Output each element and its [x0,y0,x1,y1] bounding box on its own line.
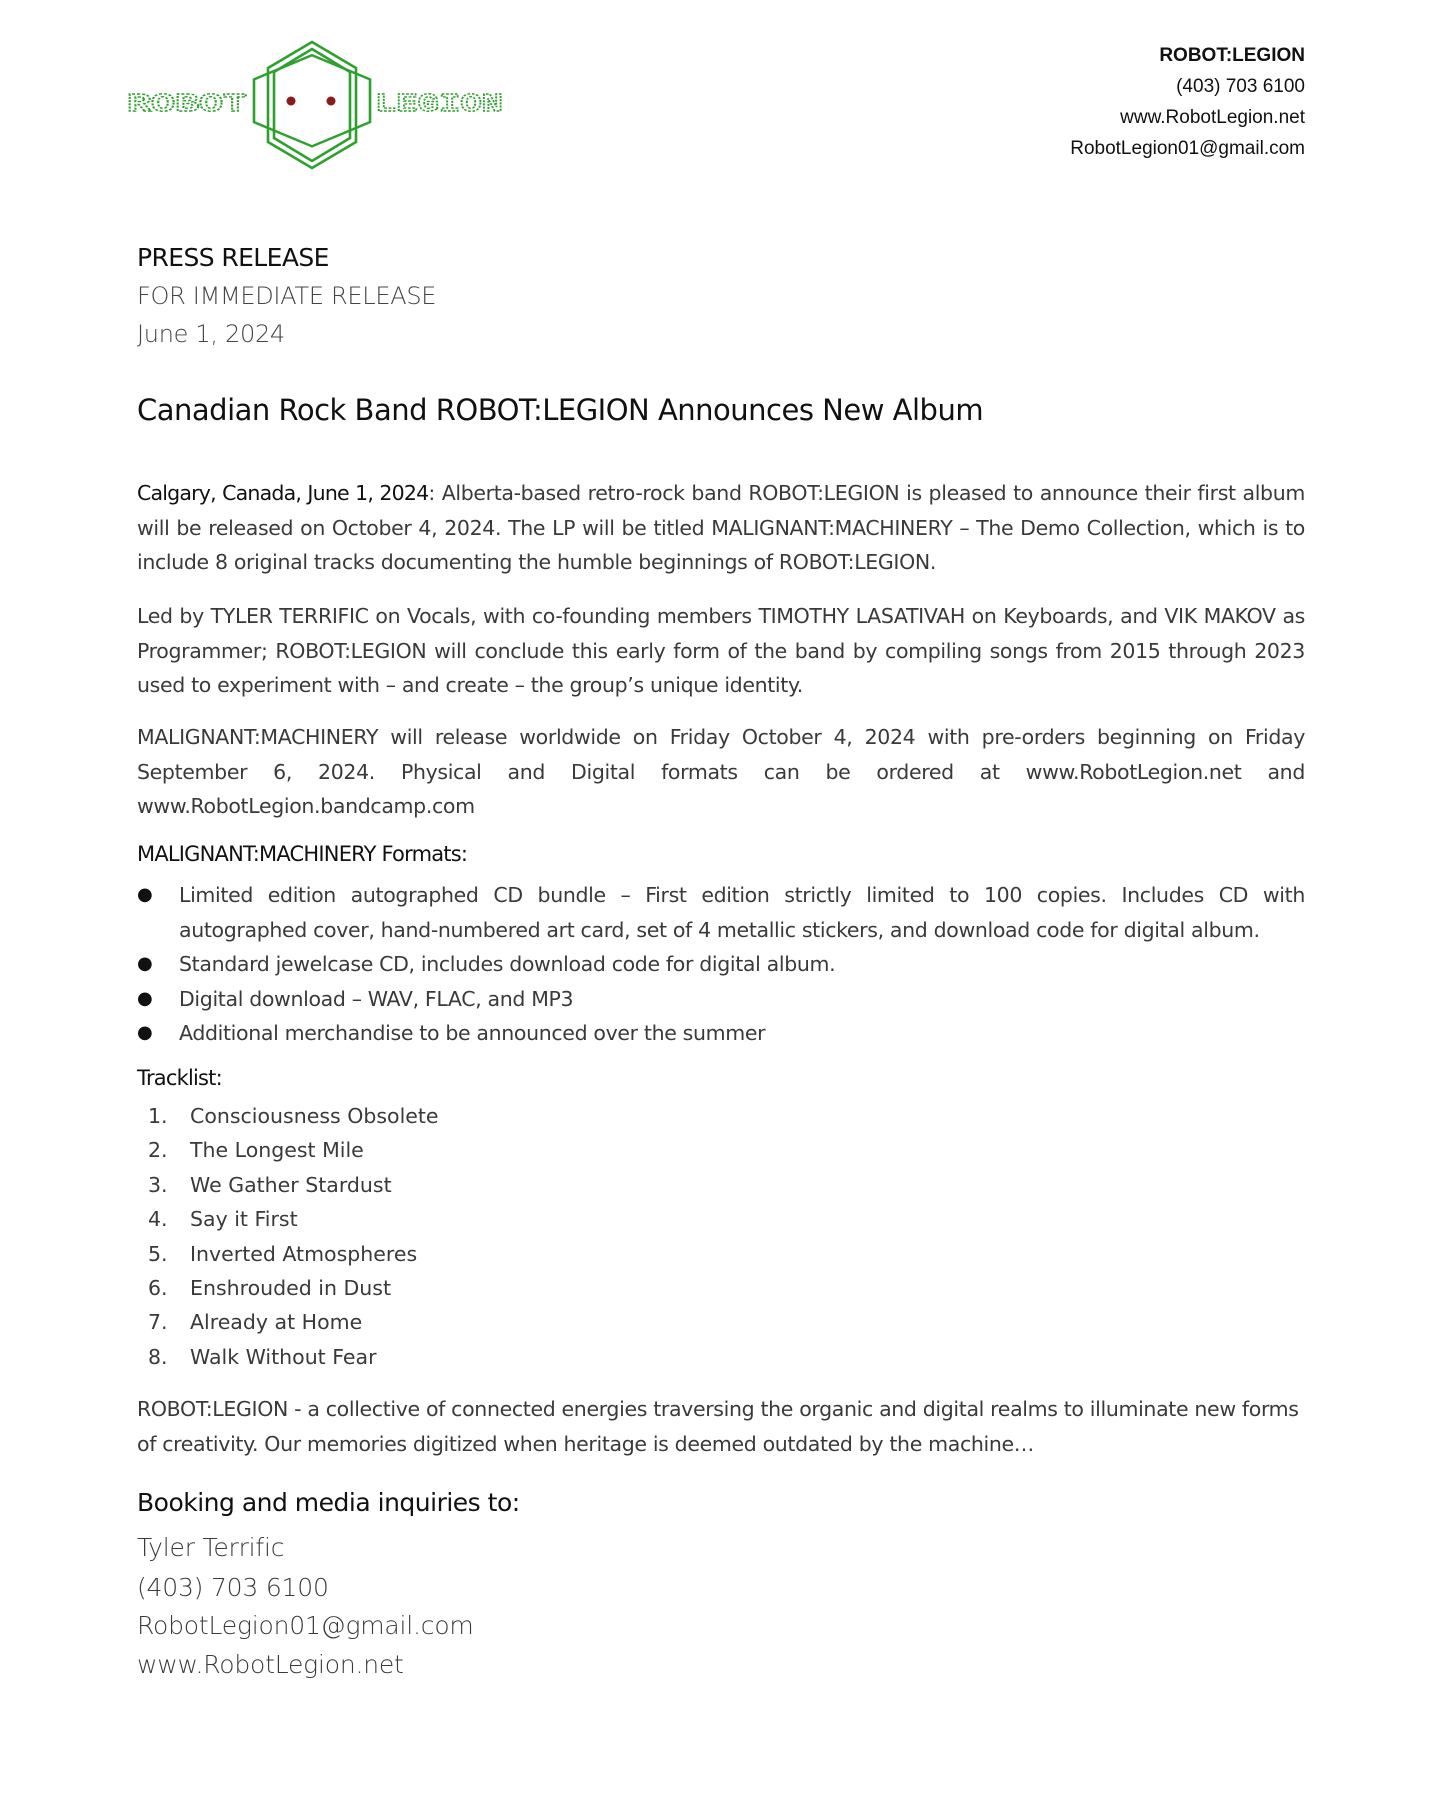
robot-head-hexagon-icon [120,36,520,171]
track-item: 4. Say it First [148,1207,298,1232]
bullet-icon: ● [137,953,153,975]
booking-email-link[interactable]: RobotLegion01@gmail.com [137,1611,474,1640]
track-item: 7. Already at Home [148,1310,363,1335]
logo-left-text: ROBOT [127,89,247,119]
track-item: 3. We Gather Stardust [148,1172,392,1197]
track-item: 5. Inverted Atmospheres [148,1241,418,1266]
dateline: Calgary, Canada, June 1, 2024 [137,481,429,505]
paragraph-announcement [137,476,1305,580]
track-item: 2. The Longest Mile [148,1138,364,1163]
booking-website-link[interactable]: www.RobotLegion.net [137,1650,404,1679]
header-band-name: ROBOT:LEGION [1159,45,1305,66]
bullet-icon: ● [137,1022,153,1044]
booking-phone: (403) 703 6100 [137,1573,329,1602]
formats-heading: MALIGNANT:MACHINERY Formats: [137,842,468,866]
header-contact-block [1070,40,1305,164]
press-release-label: PRESS RELEASE [137,243,329,272]
robot-legion-logo [120,36,520,171]
paragraph-members: Led by TYLER TERRIFIC on Vocals, with co-founding members TIMOTHY LASATIVAH on Keyboards, and VIK MAKOV as Programmer; ROBOT:LEGION will conclude this early form of the band by compiling songs from 2015 through 2023 used to experiment with – and create – the group’s unique identity. [137,604,1305,698]
paragraph-release-info: MALIGNANT:MACHINERY will release worldwide on Friday October 4, 2024 with pre-orders beginning on Friday September 6, 2024. Physical and Digital formats can be ordered at www.RobotLegion.net and www.RobotLegion.bandcamp.com [137,725,1305,819]
list-item: ● Additional merchandise to be announced over the summer [137,1016,1305,1051]
track-item: 6. Enshrouded in Dust [148,1276,391,1301]
header-email-link[interactable]: RobotLegion01@gmail.com [1070,138,1305,159]
list-item: ● Limited edition autographed CD bundle – First edition strictly limited to 100 copies. Includes CD with autographed cover, hand-numbered art card, set of 4 metallic stickers, and download code for digital album. [137,878,1305,947]
page-title: Canadian Rock Band ROBOT:LEGION Announces New Album [137,393,984,427]
booking-heading: Booking and media inquiries to: [137,1488,520,1517]
track-item: 1. Consciousness Obsolete [148,1104,439,1128]
list-item: ● Digital download – WAV, FLAC, and MP3 [137,982,1305,1017]
bullet-icon: ● [137,987,153,1009]
paragraph-announcement-text: : Alberta-based retro-rock band ROBOT:LEGION is pleased to announce their first album will be released on October 4, 2024. The LP will be titled MALIGNANT:MACHINERY – The Demo Collection, which is to include 8 original tracks documenting the humble beginnings of ROBOT:LEGION. [137,481,1305,575]
closing-paragraph: ROBOT:LEGION - a collective of connected energies traversing the organic and digital realms to illuminate new forms of creativity. Our memories digitized when heritage is deemed outdated by the machine… [137,1397,1299,1456]
release-date: June 1, 2024 [137,320,285,348]
formats-list [137,878,1305,1051]
list-item: ● Standard jewelcase CD, includes download code for digital album. [137,947,1305,982]
logo-right-text: LEGION [375,89,503,119]
booking-name: Tyler Terrific [137,1533,285,1562]
tracklist [137,1099,439,1374]
bullet-icon: ● [137,884,153,905]
track-item: 8. Walk Without Fear [148,1344,377,1369]
header-website-link[interactable]: www.RobotLegion.net [1120,107,1305,128]
header-phone: (403) 703 6100 [1176,76,1305,97]
immediate-release-label: FOR IMMEDIATE RELEASE [137,282,437,310]
tracklist-heading: Tracklist: [137,1066,222,1090]
